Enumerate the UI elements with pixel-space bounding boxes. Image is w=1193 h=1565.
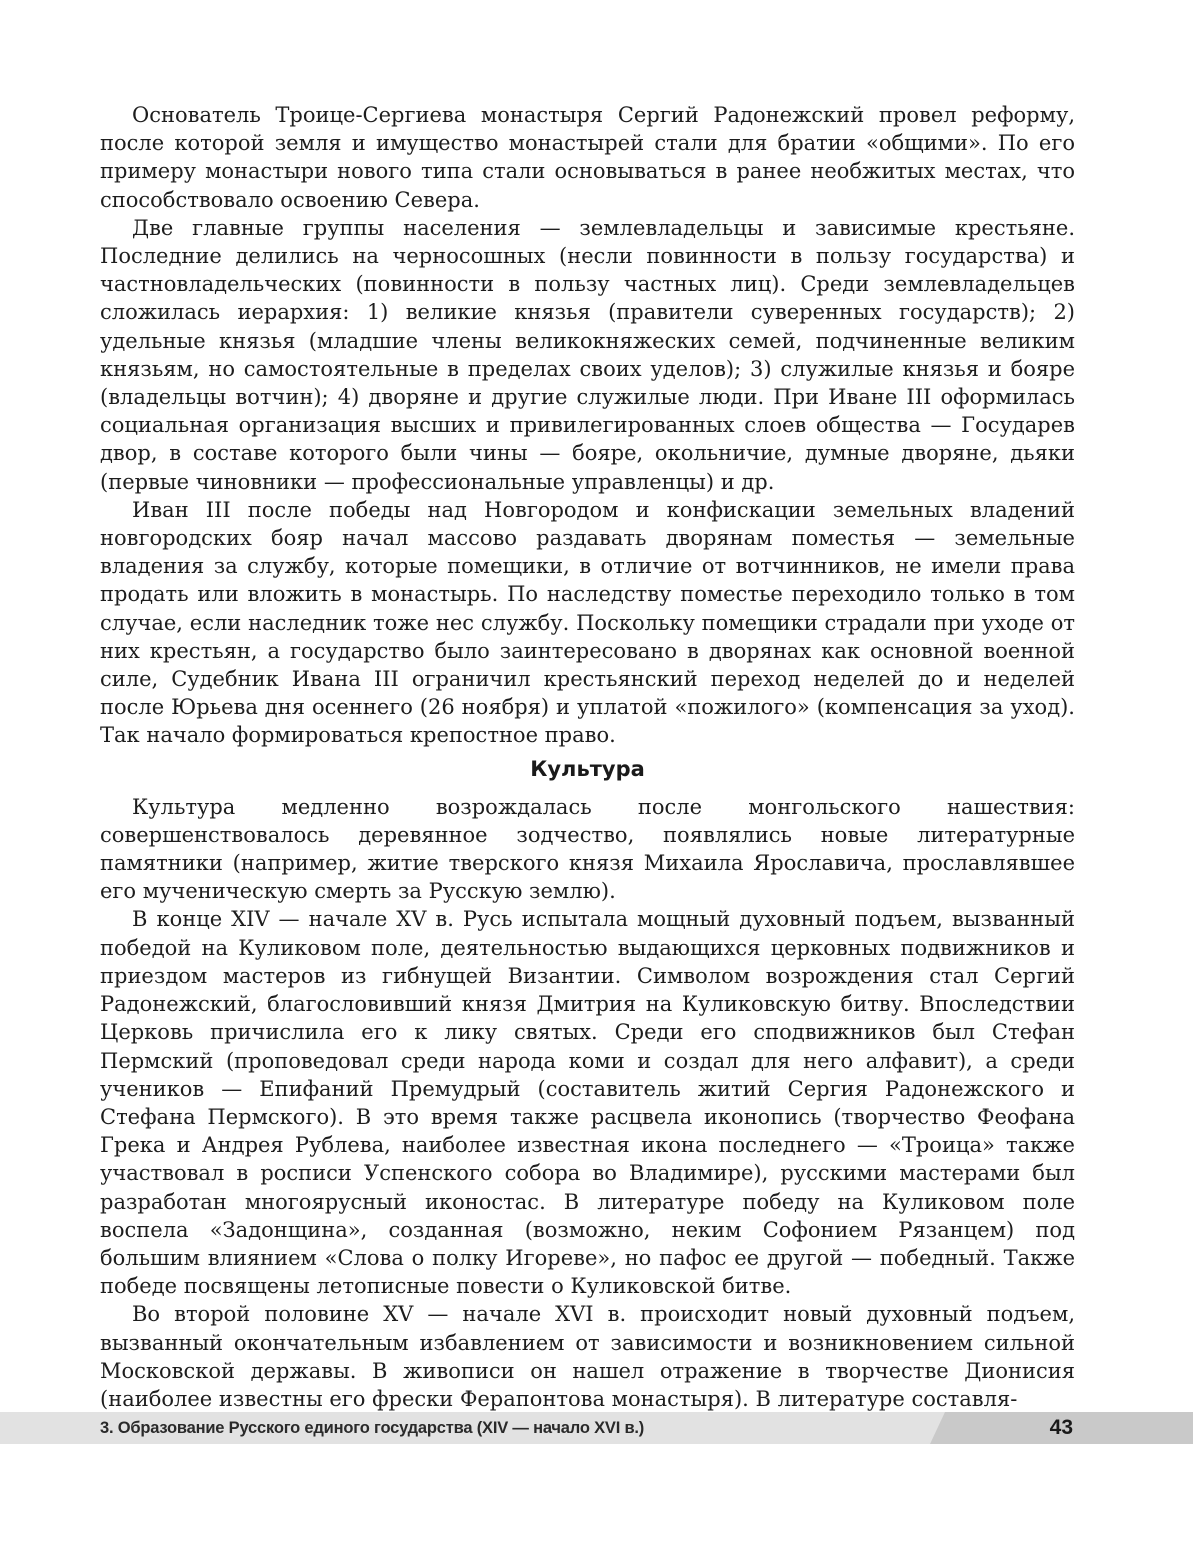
paragraph-sergius-reform: Основатель Троице-Сергиева монастыря Сергий Радонежский провел реформу, после которой земля и имущество монастырей стали для братии «общими». По его примеру монастыри нового типа стали основываться в ранее необжитых местах, что способствовало освоению Севера.	[100, 103, 1075, 212]
paragraph-population-groups: Две главные группы населения — землевладельцы и зависимые крестьяне. Последние делились на черносошных (несли повинности в пользу государства) и частновладельческих (повинности в пользу частных лиц). Среди землевладельцев сложилась иерархия: 1) великие князья (правители суверенных государств); 2) удельные князья (младшие члены великокняжеских семей, подчиненные великим князьям, но самостоятельные в пределах своих уделов); 3) служилые князья и бояре (владельцы вотчин); 4) дворяне и другие служилые люди. При Иване III оформилась социальная организация высших и привилегированных слоев общества — Государев двор, в составе которого были чины — бояре, окольничие, думные дворяне, дьяки (первые чиновники — профессиональные управленцы) и др.	[100, 215, 1075, 494]
page-body	[100, 101, 1075, 1413]
chapter-title: 3. Образование Русского единого государства (XIV — начало XVI в.)	[100, 1419, 645, 1437]
paragraph-culture-revival: Культура медленно возрождалась после монгольского нашествия: совершенствовалось деревянное зодчество, появлялись новые литературные памятники (например, житие тверского князя Михаила Ярославича, прославлявшее его мученическую смерть за Русскую землю).	[100, 794, 1075, 904]
paragraph-spiritual-rise: В конце XIV — начале XV в. Русь испытала мощный духовный подъем, вызванный победой на Куликовом поле, деятельностью выдающихся церковных подвижников и приездом мастеров из гибнущей Византии. Символом возрождения стал Сергий Радонежский, благословивший князя Дмитрия на Куликовскую битву. Впоследствии Церковь причислила его к лику святых. Среди его сподвижников был Стефан Пермский (проповедовал среди народа коми и создал для него алфавит), а среди учеников — Епифаний Премудрый (составитель житий Сергия Радонежского и Стефана Пермского). В это время также расцвела иконопись (творчество Феофана Грека и Андрея Рублева, наиболее известная икона последнего — «Троица» также участвовал в росписи Успенского собора во Владимире), русскими мастерами был разработан многоярусный иконостас. В литературе победу на Куликовом поле воспела «Задонщина», созданная (возможно, неким Софонием Рязанцем) под большим влиянием «Слова о полку Игореве», но пафос ее другой — победный. Также победе посвящены летописные повести о Куликовской битве.	[100, 907, 1075, 1299]
page-footer	[0, 1412, 1193, 1444]
section-heading-culture: Культура	[530, 756, 645, 781]
page-number: 43	[1049, 1416, 1073, 1439]
paragraph-second-rise: Во второй половине XV — начале XVI в. происходит новый духовный подъем, вызванный окончательным избавлением от зависимости и возникновением сильной Московской державы. В живописи он нашел отражение в творчестве Дионисия (наиболее известны его фрески Ферапонтова монастыря). В литературе составля-	[100, 1302, 1075, 1411]
paragraph-pomestye: Иван III после победы над Новгородом и конфискации земельных владений новгородских бояр начал массово раздавать дворянам поместья — земельные владения за службу, которые помещики, в отличие от вотчинников, не имели права продать или вложить в монастырь. По наследству поместье переходило только в том случае, если наследник тоже нес службу. Поскольку помещики страдали при уходе от них крестьян, а государство было заинтересовано в дворянах как основной военной силе, Судебник Ивана III ограничил крестьянский переход неделей до и неделей после Юрьева дня осеннего (26 ноября) и уплатой «пожилого» (компенсация за уход). Так начало формироваться крепостное право.	[100, 497, 1075, 748]
